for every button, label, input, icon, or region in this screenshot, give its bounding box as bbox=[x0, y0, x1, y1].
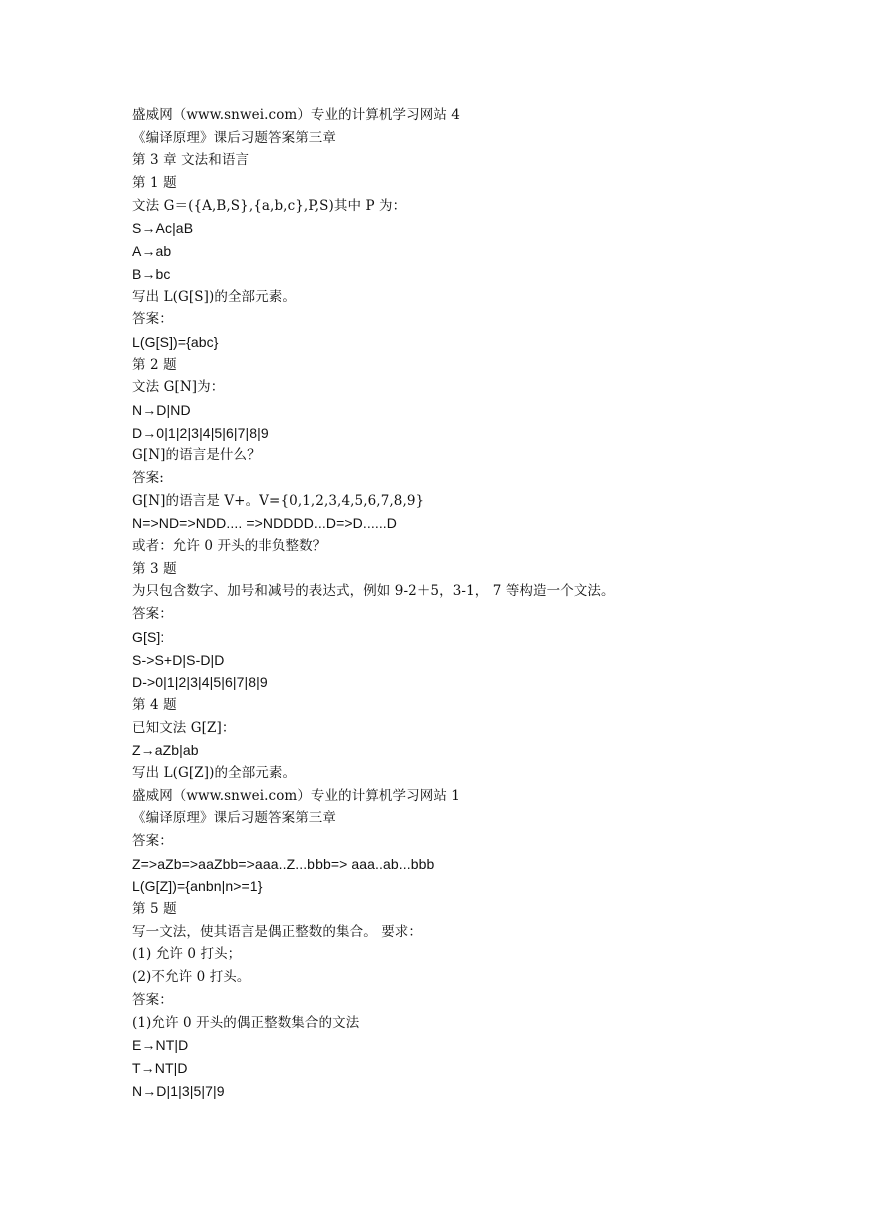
requirement-line: (1) 允许 0 打头； bbox=[132, 946, 242, 963]
grammar-rule: S→Ac|aB bbox=[132, 220, 194, 237]
answer-line: L(G[S])={abc} bbox=[132, 333, 219, 350]
answer-label: 答案： bbox=[132, 311, 173, 328]
text-line: (1)允许 0 开头的偶正整数集合的文法 bbox=[132, 1014, 360, 1031]
answer-label: 答案： bbox=[132, 991, 173, 1008]
text-line: 写出 L(G[Z])的全部元素。 bbox=[132, 764, 297, 781]
derivation-line: N=>ND=>NDD.... =>NDDDD...D=>D......D bbox=[132, 515, 398, 532]
text-line: 为只包含数字、加号和减号的表达式，例如 9-2＋5，3-1， 7 等构造一个文法。 bbox=[132, 583, 615, 600]
grammar-rule: B→bc bbox=[132, 265, 171, 282]
answer-label: 答案: bbox=[132, 470, 164, 486]
text-line: 写一文法，使其语言是偶正整数的集合。 要求： bbox=[132, 923, 422, 940]
chapter-title: 第 3 章 文法和语言 bbox=[132, 152, 250, 169]
answer-label: 答案： bbox=[132, 833, 173, 849]
grammar-rule: N→D|1|3|5|7|9 bbox=[132, 1082, 225, 1099]
text-line: 文法 G[N]为： bbox=[132, 379, 225, 396]
grammar-rule: A→ab bbox=[132, 243, 172, 260]
answer-line: L(G[Z])={anbn|n>=1} bbox=[132, 878, 263, 895]
requirement-line: (2)不允许 0 打头。 bbox=[132, 969, 251, 986]
grammar-rule: D→0|1|2|3|4|5|6|7|8|9 bbox=[132, 424, 269, 441]
answer-line: G[N]的语言是 V+。V={0,1,2,3,4,5,6,7,8,9} bbox=[132, 492, 425, 509]
grammar-name: G[S]: bbox=[132, 628, 165, 645]
grammar-rule: D->0|1|2|3|4|5|6|7|8|9 bbox=[132, 674, 268, 691]
page-subheader-line: 《编译原理》课后习题答案第三章 bbox=[132, 129, 336, 146]
grammar-rule: N→D|ND bbox=[132, 401, 191, 418]
question-heading-3: 第 3 题 bbox=[132, 560, 177, 577]
page-subheader-line: 《编译原理》课后习题答案第三章 bbox=[132, 810, 336, 827]
page-header-line: 盛威网（www.snwei.com）专业的计算机学习网站 1 bbox=[132, 787, 461, 804]
question-heading-4: 第 4 题 bbox=[132, 696, 177, 713]
grammar-rule: T→NT|D bbox=[132, 1059, 188, 1076]
text-line: 文法 G＝({A,B,S},{a,b,c},P,S)其中 P 为： bbox=[132, 197, 407, 214]
answer-label: 答案： bbox=[132, 606, 173, 623]
document-body bbox=[132, 104, 832, 1102]
grammar-rule: S->S+D|S-D|D bbox=[132, 651, 225, 668]
question-heading-1: 第 1 题 bbox=[132, 175, 177, 192]
question-heading-2: 第 2 题 bbox=[132, 356, 177, 373]
text-line: G[N]的语言是什么？ bbox=[132, 447, 261, 464]
grammar-rule: E→NT|D bbox=[132, 1037, 189, 1054]
text-line: 写出 L(G[S])的全部元素。 bbox=[132, 288, 296, 305]
text-line: 或者：允许 0 开头的非负整数？ bbox=[132, 538, 327, 555]
page-header-line: 盛威网（www.snwei.com）专业的计算机学习网站 4 bbox=[132, 107, 461, 123]
derivation-line: Z=>aZb=>aaZbb=>aaa..Z...bbb=> aaa..ab...bbb bbox=[132, 855, 435, 872]
question-heading-5: 第 5 题 bbox=[132, 901, 177, 918]
text-line: 已知文法 G[Z]： bbox=[132, 719, 236, 736]
grammar-rule: Z→aZb|ab bbox=[132, 742, 199, 759]
